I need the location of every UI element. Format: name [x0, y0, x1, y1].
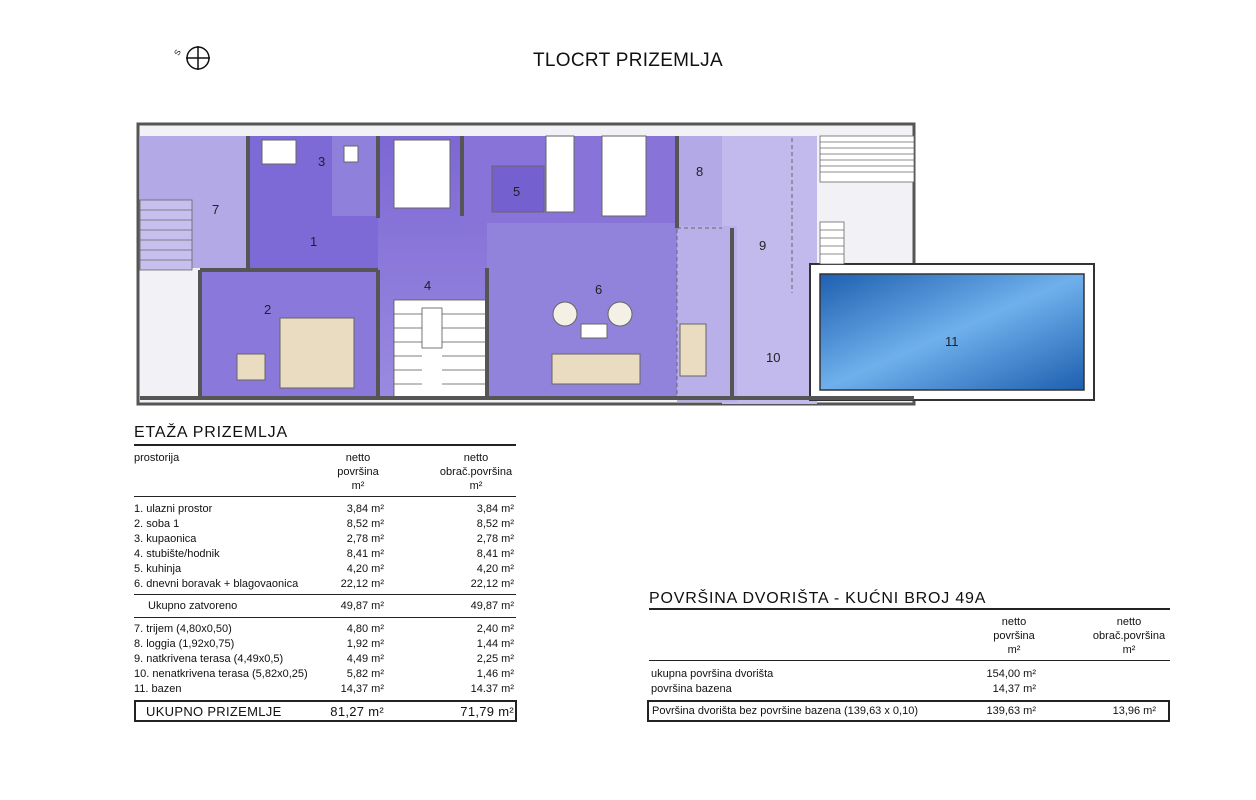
divider [649, 608, 1170, 610]
divider [134, 444, 516, 446]
room-number: 11 [945, 334, 959, 349]
table-cell: 14,37 m² [992, 683, 1036, 695]
table-cell: 8,52 m² [476, 518, 514, 530]
bed-2-icon [394, 140, 450, 208]
table-row: 1. ulazni prostor [134, 503, 213, 515]
stove-icon [546, 136, 574, 212]
table-cell: 4,20 m² [346, 563, 384, 575]
stairs-left-icon [140, 200, 192, 270]
floor-total-net: 81,27 m² [330, 704, 384, 719]
dining-table-icon [602, 136, 646, 216]
table-row: 5. kuhinja [134, 563, 182, 575]
toilet-icon [344, 146, 358, 162]
table-row: površina bazena [651, 683, 732, 695]
room-number: 3 [318, 154, 326, 169]
floor-total-label: UKUPNO PRIZEMLJE [146, 704, 282, 719]
room-number: 5 [513, 184, 521, 199]
divider [134, 496, 516, 497]
col-room-header: prostorija [134, 452, 180, 464]
table-row: 2. soba 1 [134, 518, 180, 530]
table-cell: 3,84 m² [476, 503, 514, 515]
divider [134, 594, 516, 595]
table-row: 8. loggia (1,92x0,75) [134, 638, 235, 650]
table-cell: 14.37 m² [470, 683, 514, 695]
yard-total-net: 139,63 m² [986, 705, 1036, 717]
armchair-round-icon [553, 302, 577, 326]
table-cell: 1,44 m² [476, 638, 514, 650]
table-cell: 3,84 m² [346, 503, 384, 515]
pool [820, 274, 1084, 390]
table-cell: 154,00 m² [986, 668, 1036, 680]
divider [134, 617, 516, 618]
table-cell: 8,41 m² [346, 548, 384, 560]
table-cell: 14,37 m² [340, 683, 384, 695]
table-cell: 2,78 m² [476, 533, 514, 545]
col-calc-header: netto obrač.površina m² [439, 452, 513, 492]
chair-icon [237, 354, 265, 380]
table-row: 3. kupaonica [134, 533, 197, 545]
room-number: 2 [264, 302, 272, 317]
table-cell: 8,41 m² [476, 548, 514, 560]
table-row: 10. nenatkrivena terasa (5,82x0,25) [134, 668, 308, 680]
table-cell: 5,82 m² [346, 668, 384, 680]
table-cell: 1,46 m² [476, 668, 514, 680]
compass-label: S [172, 47, 183, 58]
table-row: 11. bazen [134, 683, 182, 695]
table-cell: 8,52 m² [346, 518, 384, 530]
armchair-icon [680, 324, 706, 376]
table-row: 6. dnevni boravak + blagovaonica [134, 578, 299, 590]
room-number: 7 [212, 202, 220, 217]
table-cell: 2,78 m² [346, 533, 384, 545]
yard-col-net-header: netto površina m² [993, 616, 1035, 656]
bed-icon [280, 318, 354, 388]
table-row: 4. stubište/hodnik [134, 548, 220, 560]
table-cell: 2,40 m² [476, 623, 514, 635]
room-number: 1 [310, 234, 318, 249]
table-cell: 4,20 m² [476, 563, 514, 575]
subtotal-calc: 49,87 m² [470, 600, 514, 612]
page-title: TLOCRT PRIZEMLJA [533, 50, 723, 71]
washbasin-icon [262, 140, 296, 164]
floor-total-calc: 71,79 m² [460, 704, 514, 719]
table-row: 7. trijem (4,80x0,50) [134, 623, 232, 635]
compass-north-icon [184, 44, 212, 72]
table-row: ukupna površina dvorišta [651, 668, 774, 680]
floor-table-title: ETAŽA PRIZEMLJA [134, 424, 288, 441]
subtotal-net: 49,87 m² [340, 600, 384, 612]
divider [649, 660, 1170, 661]
room-number: 6 [595, 282, 603, 297]
stairs-interior-icon [394, 300, 486, 398]
yard-total-label: Površina dvorišta bez površine bazena (139,63 x 0,10) [652, 705, 918, 717]
room-number: 8 [696, 164, 704, 179]
col-net-header: netto površina m² [337, 452, 379, 492]
floor-plan [132, 118, 1098, 408]
table-row: 9. natkrivena terasa (4,49x0,5) [134, 653, 284, 665]
table-cell: 4,49 m² [346, 653, 384, 665]
table-cell: 2,25 m² [476, 653, 514, 665]
room-number: 10 [766, 350, 781, 365]
table-cell: 22,12 m² [340, 578, 384, 590]
yard-table-title: POVRŠINA DVORIŠTA - KUĆNI BROJ 49A [649, 590, 987, 607]
subtotal-label: Ukupno zatvoreno [148, 600, 238, 612]
sofa-icon [552, 354, 640, 384]
table-cell: 22,12 m² [470, 578, 514, 590]
coffee-table-icon [581, 324, 607, 338]
yard-col-calc-header: netto obrač.površina m² [1092, 616, 1166, 656]
table-cell: 1,92 m² [346, 638, 384, 650]
table-cell: 4,80 m² [346, 623, 384, 635]
yard-total-calc: 13,96 m² [1112, 705, 1156, 717]
room-number: 4 [424, 278, 432, 293]
armchair-round-2-icon [608, 302, 632, 326]
room-number: 9 [759, 238, 767, 253]
